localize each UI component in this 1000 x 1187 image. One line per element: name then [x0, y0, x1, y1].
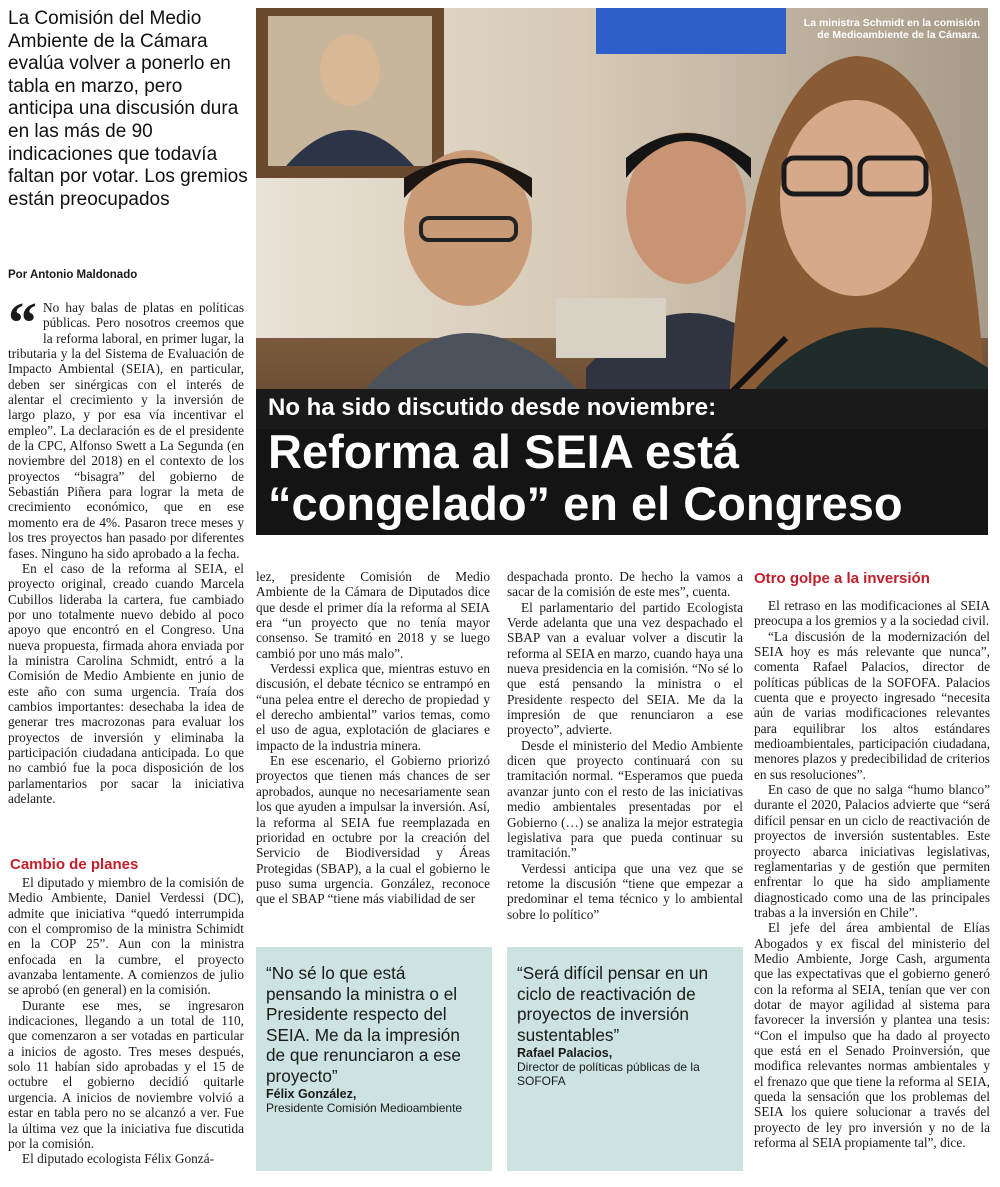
- subheading-cambio-de-planes: Cambio de planes: [10, 856, 139, 873]
- paragraph: El retraso en las modificaciones al SEIA preocupa a los gremios y a la sociedad civil.: [754, 598, 990, 629]
- paragraph: lez, presidente Comisión de Medio Ambiente de la Cámara de Diputados dice que desde el primer día la reforma al SEIA era “un proyecto que no tenía mayor consenso. Se tramitó en 2018 y se luego cambió por uno más malo”.: [256, 569, 490, 661]
- pull-quote-role: Director de políticas públicas de la SOFOFA: [517, 1060, 700, 1088]
- pull-quote-gonzalez: [256, 947, 492, 1171]
- column-4: [754, 598, 990, 1182]
- opening-quote-glyph: “: [8, 300, 37, 355]
- paragraph: El diputado y miembro de la comisión de Medio Ambiente, Daniel Verdessi (DC), admite que iniciativa “quedó interrumpida con el compromiso de la ministra Schimidt en la COP 25”. Aun con la ministra enfocada en la cumbre, el proyecto avanzaba lentamente. A comienzos de julio se aprobó (en general) en la comisión.: [8, 875, 244, 998]
- paragraph: despachada pronto. De hecho la vamos a sacar de la comisión de este mes”, cuenta.: [507, 569, 743, 600]
- pull-quote-name: Rafael Palacios,: [517, 1046, 613, 1060]
- article-photo: [256, 8, 988, 535]
- paragraph: El diputado ecologista Félix Gonzá-: [22, 1151, 215, 1167]
- headline-line-2: “congelado” en el Congreso: [268, 477, 903, 530]
- paragraph: Verdessi explica que, mientras estuvo en discusión, el debate técnico se entrampó en “una pelea entre el derecho de propiedad y el derecho ambiental” varios temas, como el uso de agua, explotación de glaciares e impacto de la industria minera.: [256, 661, 490, 753]
- paragraph: Durante ese mes, se ingresaron indicaciones, llegando a un total de 110, que comenzaron a ser votadas en particular a inicios de agosto. Tres meses después, solo 11 habían sido aprobadas y el 15 de octubre el gobierno decidió quitarle urgencia. A inicios de noviembre volvió a estar en tabla pero no se alcanzó a ver. Fue la última vez que la iniciativa fue discutida por la comisión.: [8, 997, 244, 1151]
- paragraph: No hay balas de platas en políticas públicas. Pero nosotros creemos que la reforma laboral, en primer lugar, la tributaria y la del Sistema de Evaluación de Impacto Ambiental (SEIA), en particular, deben ser sinérgicas con el interés de alentar el crecimiento y la inversión de largo plazo, y por esa vía incentivar el empleo”. La declaración es de el presidente de la CPC, Alfonso Swett a La Segunda (en noviembre del 2018) en el contexto de los proyectos “bisagra” del gobierno de Sebastián Piñera para lograr la meta de crecimiento económico, que en ese momento era de 4%. Pasaron trece meses y los tres proyectos han pasado por diferentes fases. Ninguno ha sido aprobado a la fecha.: [8, 300, 244, 561]
- lede: La Comisión del Medio Ambiente de la Cámara evalúa volver a ponerlo en tabla en marzo, pero anticipa una discusión dura en las más de 90 indicaciones que todavía faltan por votar. Los gremios están preocupados: [8, 8, 248, 210]
- headline: [268, 426, 903, 530]
- paragraph: Verdessi anticipa que una vez que se retome la discusión “tiene que empezar a predominar el tema técnico y lo ambiental sobre lo político”: [507, 860, 743, 922]
- overline: No ha sido discutido desde noviembre:: [268, 394, 717, 421]
- column-1-bottom: [8, 875, 244, 1180]
- pull-quote-name: Félix González,: [266, 1087, 357, 1101]
- pull-quote-palacios: [507, 947, 743, 1171]
- byline: Por Antonio Maldonado: [8, 269, 138, 281]
- paragraph: En ese escenario, el Gobierno priorizó proyectos que tienen más chances de ser aprobados, aunque no necesariamente sean los que ayuden a impulsar la inversión. Así, la reforma al SEIA fue reemplazada en prioridad en octubre por la creación del Servicio de Biodiversidad y Áreas Protegidas (SBAP), a la cual el gobierno le puso suma urgencia. González, reconoce que el SBAP “tiene más viabilidad de ser: [256, 753, 490, 907]
- column-3: [507, 569, 743, 937]
- headline-line-1: Reforma al SEIA está: [268, 425, 740, 478]
- paragraph: En el caso de la reforma al SEIA, el proyecto original, creado cuando Marcela Cubillos lideraba la cartera, fue cambiado por uno totalmente nuevo debido al poco apoyo que encontró en el Congreso. Una nueva propuesta, firmada ahora enviada por la ministra Carolina Schmidt, entró a la Comisión de Medio Ambiente en junio de este año con suma urgencia. Traía dos cambios importantes: desechaba la idea de generar tres macrozonas para evaluar los proyectos de inversión y eliminaba la participación ciudadana anticipada. Lo que no cambió fue la poca disposición de los parlamentarios por sacar la iniciativa adelante.: [8, 560, 244, 806]
- photo-caption-line-1: La ministra Schmidt en la comisión: [803, 17, 980, 29]
- photo-caption: [804, 17, 980, 41]
- paragraph: El jefe del área ambiental de Elías Abogados y ex fiscal del ministerio del Medio Ambiente, Jorge Cash, argumenta que las expectativas que el gobierno generó con la reforma al SEIA, tenían que ver con dotar de mayor agilidad al sistema para favorecer la inversión y plantea una tesis: “Con el impulso que ha dado al proyecto que está en el Senado Proinversión, que modifica relevantes normas ambientales y el frenazo que que tiene la reforma al SEIA, queda la sensación que los problemas del SEIA los quiere solucionar a través del proyecto de ley pro inversión y no de la reforma al SEIA propiamente tal”, dice.: [754, 920, 990, 1151]
- pull-quote-text: “No sé lo que está pensando la ministra o el Presidente respecto del SEIA. Me da la impresión de que renunciaron a ese proyecto”: [266, 963, 461, 1086]
- paragraph: En caso de que no salga “humo blanco” durante el 2020, Palacios advierte que “será difícil pensar en un ciclo de reactivación de proyectos de inversión sustentables. Este proyecto abarca iniciativas legislativas, reglamentarias y de gestión que permiten enfrentar lo que ha sido ampliamente diagnosticado como una de las principales trabas a la inversión en Chile”.: [754, 782, 990, 920]
- column-2: [256, 569, 490, 937]
- pull-quote-text: “Será difícil pensar en un ciclo de reactivación de proyectos de inversión sustentables”: [517, 963, 709, 1045]
- paragraph: “La discusión de la modernización del SEIA hoy es más relevante que nunca”, comenta Rafael Palacios, director de políticas públicas de la SOFOFA. Palacios cuenta que e proyecto ingresado “necesita aún de varias modificaciones relevantes para equilibrar los altos estándares medioambientales, participación ciudadana, menores plazos y predecibilidad de criterios en sus resoluciones”.: [754, 628, 990, 782]
- photo-caption-line-2: de Medioambiente de la Cámara.: [817, 29, 980, 41]
- pull-quote-role: Presidente Comisión Medioambiente: [266, 1101, 463, 1115]
- paragraph: El parlamentario del partido Ecologista Verde adelanta que una vez despachado el SBAP van a evaluar volver a discutir la reforma al SEIA en marzo, cuando haya una nueva presidencia en la comisión. “No sé lo que está pensando la ministra o el Presidente respecto del SEIA. Me da la impresión de que renunciaron a ese proyecto”, advierte.: [507, 599, 743, 738]
- paragraph: Desde el ministerio del Medio Ambiente dicen que proyecto continuará con su tramitación normal. “Esperamos que pueda avanzar junto con el resto de las iniciativas medio ambientales presentadas por el Gobierno (…) se analiza la mejor estrategia legislativa para que pueda continuar su tramitación.”: [507, 737, 743, 861]
- subheading-otro-golpe: Otro golpe a la inversión: [754, 570, 930, 587]
- column-1-top: [8, 300, 244, 846]
